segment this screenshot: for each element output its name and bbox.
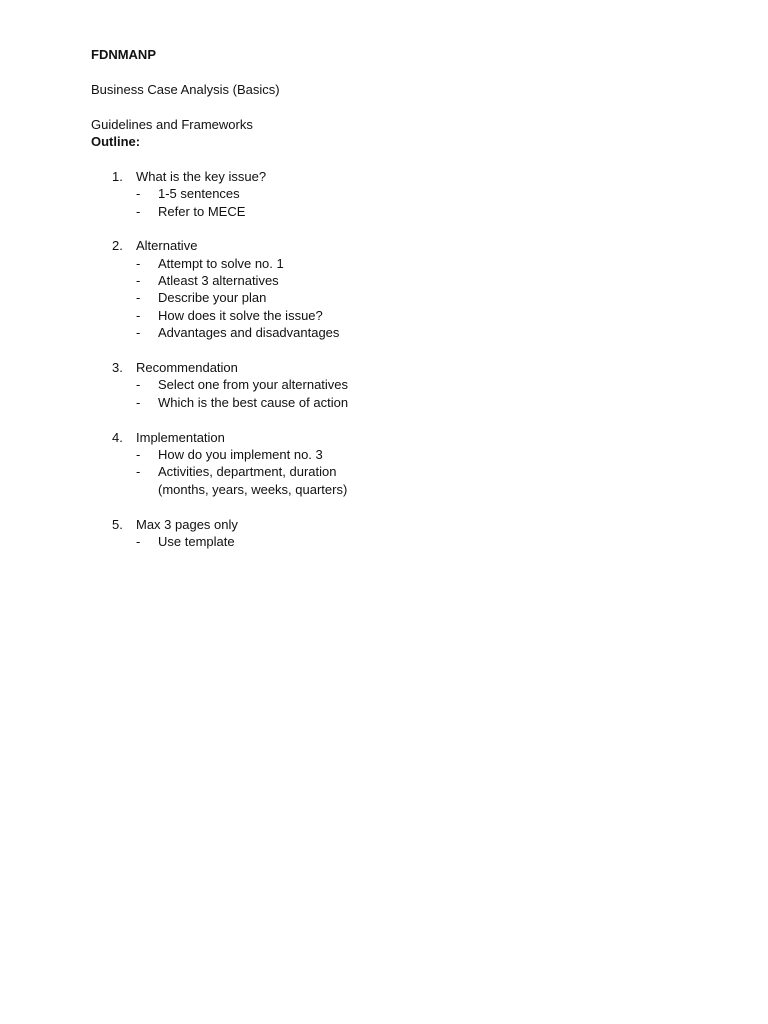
- dash-marker: -: [136, 273, 141, 289]
- bullet-list: [136, 376, 691, 411]
- spacer: [136, 411, 691, 428]
- bullet-text: Refer to MECE: [158, 203, 246, 219]
- document-title: Business Case Analysis (Basics): [91, 81, 280, 97]
- outline-item: [91, 429, 691, 516]
- bullet-list: [136, 185, 691, 220]
- item-heading: Implementation: [136, 429, 225, 445]
- bullet-text: Which is the best cause of action: [158, 394, 349, 410]
- spacer: [91, 98, 691, 115]
- bullet-item: [136, 272, 691, 289]
- outline-item: [91, 516, 691, 551]
- bullet-list: [136, 255, 691, 342]
- bullet-text: 1-5 sentences: [158, 186, 240, 202]
- item-number: 3.: [112, 360, 123, 376]
- bullet-item: [136, 376, 691, 393]
- outline-item: [91, 168, 691, 238]
- outline-label: Outline:: [91, 133, 141, 149]
- item-heading: Alternative: [136, 238, 198, 254]
- dash-marker: -: [136, 255, 141, 271]
- bullet-text: Use template: [158, 533, 235, 549]
- bullet-text: Activities, department, duration: [158, 464, 337, 480]
- dash-marker: -: [136, 377, 141, 393]
- bullet-text: How does it solve the issue?: [158, 307, 323, 323]
- document-subtitle: Guidelines and Frameworks: [91, 116, 253, 132]
- bullet-item: [136, 463, 691, 480]
- dash-marker: -: [136, 325, 141, 341]
- dash-marker: -: [136, 394, 141, 410]
- document-page: [91, 46, 691, 550]
- outline-list: [91, 168, 691, 551]
- bullet-text: Describe your plan: [158, 290, 267, 306]
- item-heading: Max 3 pages only: [136, 516, 238, 532]
- bullet-continuation: (months, years, weeks, quarters): [158, 481, 348, 497]
- outline-item: [91, 359, 691, 429]
- item-number: 2.: [112, 238, 123, 254]
- spacer: [91, 150, 691, 167]
- bullet-text: Attempt to solve no. 1: [158, 255, 284, 271]
- spacer: [136, 498, 691, 515]
- outline-item: [91, 237, 691, 359]
- item-heading: Recommendation: [136, 360, 238, 376]
- bullet-text: Select one from your alternatives: [158, 377, 349, 393]
- dash-marker: -: [136, 307, 141, 323]
- bullet-item: [136, 324, 691, 341]
- dash-marker: -: [136, 203, 141, 219]
- item-number: 4.: [112, 429, 123, 445]
- bullet-item: [136, 446, 691, 463]
- bullet-list: [136, 533, 691, 550]
- bullet-text: Atleast 3 alternatives: [158, 273, 279, 289]
- course-code: FDNMANP: [91, 47, 156, 62]
- bullet-item: [136, 203, 691, 220]
- item-heading: What is the key issue?: [136, 168, 267, 184]
- bullet-item: [136, 394, 691, 411]
- bullet-item: [136, 255, 691, 272]
- bullet-list: [136, 446, 691, 481]
- spacer: [136, 220, 691, 237]
- bullet-item: [136, 289, 691, 306]
- spacer: [91, 63, 691, 80]
- dash-marker: -: [136, 464, 141, 480]
- dash-marker: -: [136, 446, 141, 462]
- dash-marker: -: [136, 290, 141, 306]
- bullet-item: [136, 533, 691, 550]
- dash-marker: -: [136, 533, 141, 549]
- bullet-text: How do you implement no. 3: [158, 446, 323, 462]
- item-number: 1.: [112, 168, 123, 184]
- dash-marker: -: [136, 186, 141, 202]
- item-number: 5.: [112, 516, 123, 532]
- bullet-text: Advantages and disadvantages: [158, 325, 340, 341]
- spacer: [136, 342, 691, 359]
- bullet-item: [136, 185, 691, 202]
- bullet-item: [136, 307, 691, 324]
